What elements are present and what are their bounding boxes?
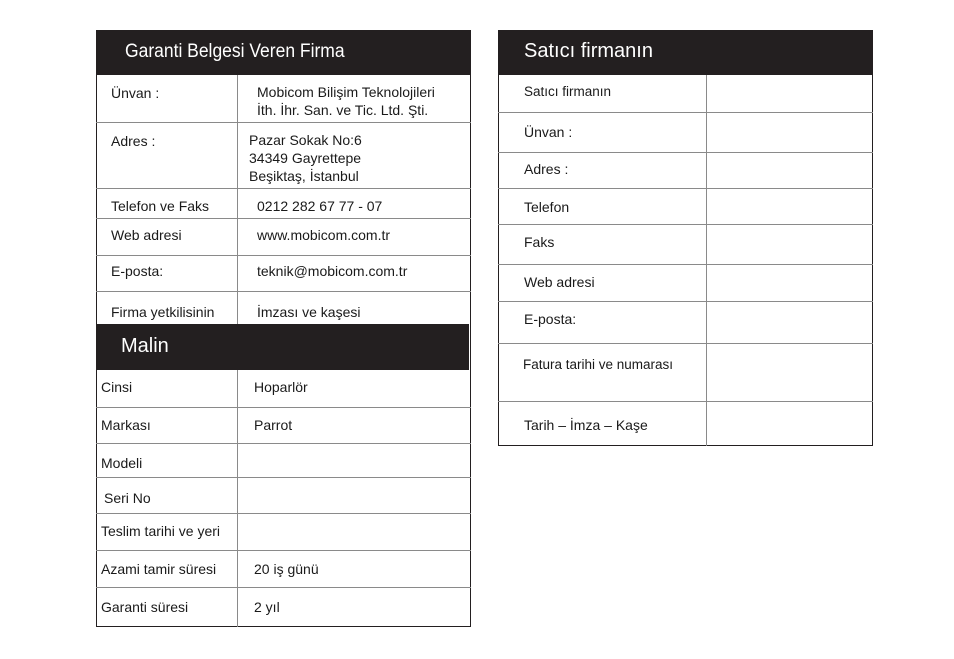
seller-row bbox=[498, 225, 873, 265]
firm-row-adres bbox=[96, 123, 471, 189]
firm-row-value: teknik@mobicom.com.tr bbox=[257, 263, 408, 279]
firm-section-title: Garanti Belgesi Veren Firma bbox=[125, 41, 345, 62]
product-row-value: Parrot bbox=[254, 417, 293, 433]
firm-row-telefon bbox=[96, 189, 471, 219]
seller-row-label: Adres : bbox=[524, 161, 569, 177]
seller-section-header bbox=[498, 30, 873, 75]
seller-row bbox=[498, 402, 873, 446]
firm-row-value: 0212 282 67 77 - 07 bbox=[257, 198, 383, 214]
product-row-label: Markası bbox=[101, 417, 151, 433]
product-section-header bbox=[96, 324, 469, 370]
seller-row-label: Fatura tarihi ve numarası bbox=[523, 357, 674, 372]
firm-row-label: E-posta: bbox=[111, 263, 164, 279]
seller-row-label: Web adresi bbox=[524, 274, 595, 290]
firm-row-label: Web adresi bbox=[111, 227, 182, 243]
product-row-label: Garanti süresi bbox=[101, 599, 189, 615]
product-row-label: Cinsi bbox=[101, 379, 133, 395]
seller-row bbox=[498, 189, 873, 225]
firm-row-label: Firma yetkilisinin bbox=[111, 304, 215, 320]
firm-row-value: www.mobicom.com.tr bbox=[257, 227, 391, 243]
seller-row-label: Ünvan : bbox=[524, 124, 573, 140]
seller-row-label: Satıcı firmanın bbox=[524, 84, 612, 99]
firm-row-value: İmzası ve kaşesi bbox=[257, 304, 361, 320]
product-row-value: 2 yıl bbox=[254, 599, 280, 615]
product-row bbox=[96, 588, 471, 627]
product-row bbox=[96, 514, 471, 551]
seller-row bbox=[498, 265, 873, 302]
product-row-value: 20 iş günü bbox=[254, 561, 319, 577]
product-row bbox=[96, 551, 471, 588]
product-row bbox=[96, 444, 471, 478]
seller-row bbox=[498, 75, 873, 113]
product-row-label: Teslim tarihi ve yeri bbox=[101, 523, 221, 539]
product-row bbox=[96, 370, 471, 408]
firm-row-yetkili bbox=[96, 292, 471, 324]
product-row-label: Seri No bbox=[104, 490, 151, 506]
seller-section-title: Satıcı firmanın bbox=[524, 40, 653, 62]
firm-row-web bbox=[96, 219, 471, 256]
seller-row-label: Tarih – İmza – Kaşe bbox=[524, 417, 648, 433]
firm-row-value: Mobicom Bilişim Teknolojileri bbox=[257, 84, 435, 100]
product-row-label: Azami tamir süresi bbox=[101, 561, 217, 577]
product-row bbox=[96, 408, 471, 444]
seller-row bbox=[498, 113, 873, 153]
seller-row bbox=[498, 302, 873, 344]
product-row bbox=[96, 478, 471, 514]
firm-row-label: Telefon ve Faks bbox=[111, 198, 210, 214]
seller-row-label: Faks bbox=[524, 234, 555, 250]
seller-row bbox=[498, 344, 873, 402]
firm-section-header bbox=[96, 30, 471, 75]
firm-row-value: 34349 Gayrettepe bbox=[249, 150, 362, 166]
firm-row-eposta bbox=[96, 256, 471, 292]
firm-row-label: Adres : bbox=[111, 133, 156, 149]
seller-row-label: E-posta: bbox=[524, 311, 577, 327]
seller-row bbox=[498, 153, 873, 189]
firm-row-label: Ünvan : bbox=[111, 85, 160, 101]
product-row-label: Modeli bbox=[101, 455, 143, 471]
product-row-value: Hoparlör bbox=[254, 379, 308, 395]
firm-row-value: İth. İhr. San. ve Tic. Ltd. Şti. bbox=[257, 102, 429, 118]
firm-row-unvan bbox=[96, 75, 471, 123]
seller-row-label: Telefon bbox=[524, 199, 570, 215]
firm-row-value: Beşiktaş, İstanbul bbox=[249, 168, 359, 184]
firm-row-value: Pazar Sokak No:6 bbox=[249, 132, 362, 148]
product-section-title: Malin bbox=[121, 335, 169, 357]
